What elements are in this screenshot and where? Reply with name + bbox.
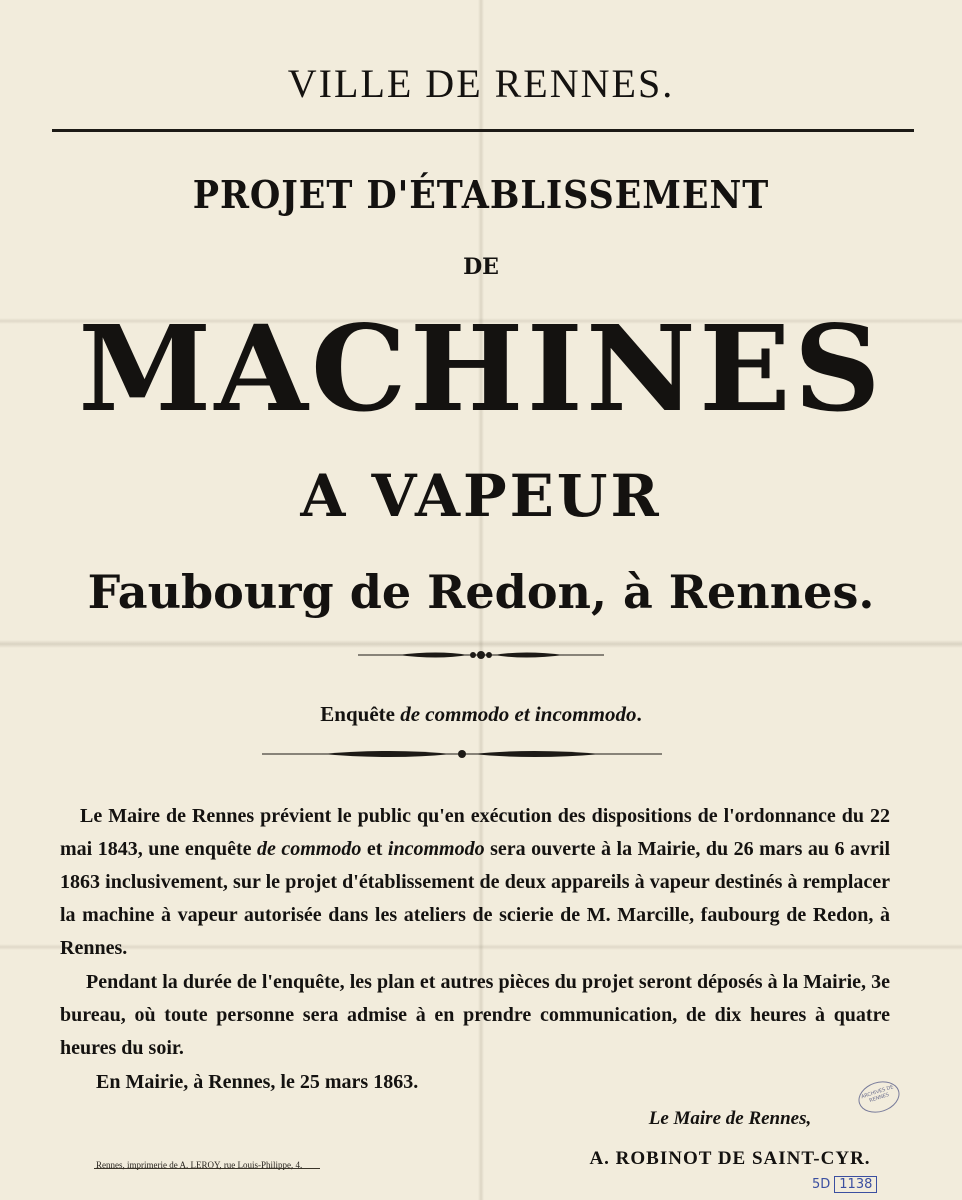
notice-paragraph-1 xyxy=(60,800,890,965)
inquiry-subtitle xyxy=(0,702,962,727)
title-machines: MACHINES xyxy=(78,299,884,438)
p1-text-a: Le Maire de Rennes prévient le public qu'en exécution des dispositions de l'ordonnance du 22 mai 1843, une enquête xyxy=(60,805,890,860)
signature-name: A. ROBINOT DE SAINT-CYR. xyxy=(589,1148,871,1169)
p1-text-c: sera ouverte à la Mairie, du 26 mars au 6 avril 1863 inclusivement, sur le projet d'établissement de deux appareils à vapeur destinés à remplacer la machine à vapeur autorisée dans les ateliers de scierie de M. Marcille, faubourg de Redon, à Rennes. xyxy=(60,838,891,959)
ornament-divider-top xyxy=(358,648,604,662)
title-a-vapeur: A VAPEUR xyxy=(300,462,662,530)
header-rule xyxy=(52,129,914,132)
notice-date-line: En Mairie, à Rennes, le 25 mars 1863. xyxy=(96,1071,419,1093)
inquiry-latin-phrase: de commodo et incommodo xyxy=(400,702,637,726)
p1-text-b: et xyxy=(361,838,388,860)
p1-italic-2: incommodo xyxy=(387,838,485,860)
archive-reference xyxy=(812,1176,877,1193)
printer-rule xyxy=(94,1168,320,1169)
archive-series: 5D xyxy=(812,1177,831,1192)
notice-paragraph-2: Pendant la durée de l'enquête, les plan et autres pièces du projet seront déposés à la Mairie, 3e bureau, où toute personne sera admise à en prendre communication, de dix heures à quatre heures du soir. xyxy=(60,971,890,1059)
title-location: Faubourg de Redon, à Rennes. xyxy=(87,565,875,619)
inquiry-prefix: Enquête xyxy=(320,702,401,726)
archive-number: 1138 xyxy=(834,1176,877,1193)
printer-credit: Rennes, imprimerie de A. LEROY, rue Louis-Philippe, 4. xyxy=(96,1160,303,1170)
title-projet: PROJET D'ÉTABLISSEMENT xyxy=(192,172,770,217)
p1-italic-1: de commodo xyxy=(257,838,362,860)
archive-stamp: ARCHIVES DE RENNES xyxy=(854,1076,903,1118)
signature-title: Le Maire de Rennes, xyxy=(648,1108,812,1129)
inquiry-suffix: . xyxy=(636,702,642,726)
title-de: DE xyxy=(463,254,499,280)
ornament-divider-bottom xyxy=(262,746,662,762)
town-heading: VILLE DE RENNES. xyxy=(287,61,675,106)
